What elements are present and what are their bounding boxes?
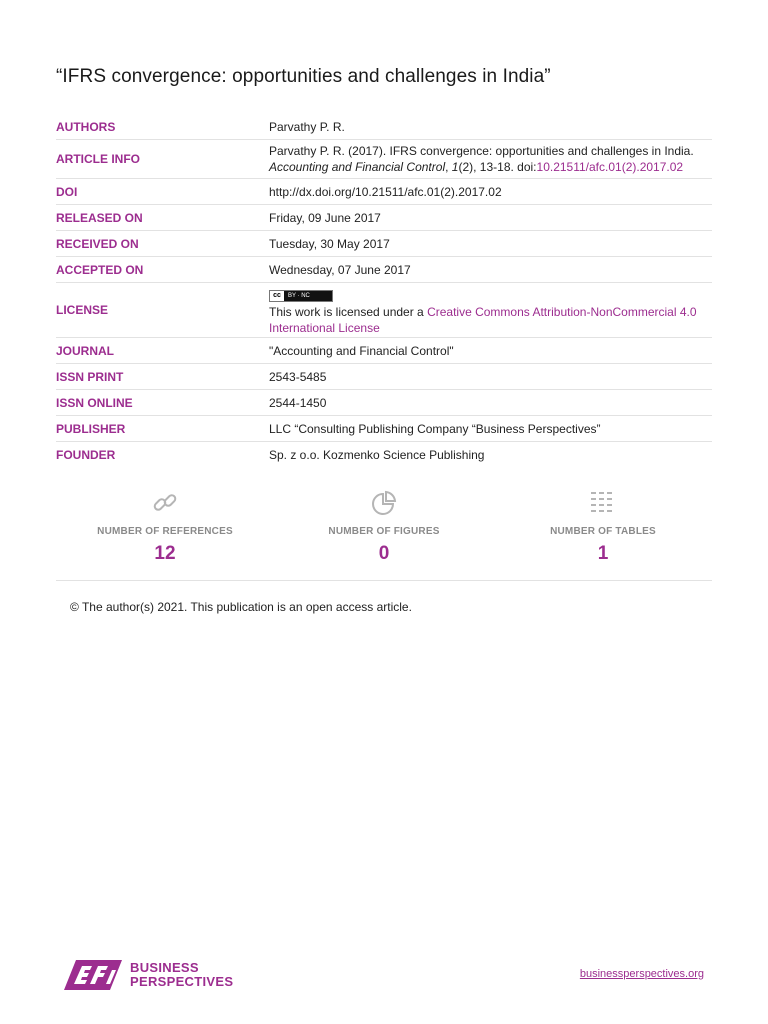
article-issue-pages: (2), 13-18. doi: bbox=[458, 160, 537, 174]
figures-count: 0 bbox=[378, 543, 390, 564]
link-icon bbox=[65, 488, 265, 518]
tables-count: 1 bbox=[597, 543, 609, 564]
copyright-notice: © The author(s) 2021. This publication is an open access article. bbox=[70, 600, 412, 614]
cc-badge-mark: cc bbox=[270, 291, 284, 301]
article-citation-separator: , bbox=[445, 160, 452, 174]
tables-stat bbox=[503, 488, 703, 565]
cc-license-badge-icon[interactable] bbox=[269, 290, 333, 302]
article-metadata-table bbox=[56, 114, 712, 467]
tables-label: NUMBER OF TABLES bbox=[550, 526, 656, 537]
pie-chart-icon bbox=[284, 488, 484, 518]
doi-value: http://dx.doi.org/10.21511/afc.01(2).2017.02 bbox=[269, 184, 502, 199]
business-perspectives-logo-icon bbox=[62, 958, 124, 992]
article-citation-line: Parvathy P. R. (2017). IFRS convergence: opportunities and challenges in India. bbox=[269, 144, 694, 158]
journal-value: "Accounting and Financial Control" bbox=[269, 343, 454, 358]
issn-online-row bbox=[56, 390, 712, 416]
figures-stat bbox=[284, 488, 484, 565]
doi-label: DOI bbox=[56, 184, 78, 199]
received-row bbox=[56, 231, 712, 257]
accepted-label: ACCEPTED ON bbox=[56, 262, 144, 277]
journal-row bbox=[56, 338, 712, 364]
article-info-value bbox=[269, 143, 712, 175]
logo-line-1: BUSINESS bbox=[130, 960, 199, 975]
article-info-row bbox=[56, 140, 712, 179]
license-label: LICENSE bbox=[56, 303, 109, 317]
authors-row bbox=[56, 114, 712, 140]
issn-print-value: 2543-5485 bbox=[269, 369, 327, 384]
figures-label: NUMBER OF FIGURES bbox=[328, 526, 440, 537]
issn-online-label: ISSN ONLINE bbox=[56, 395, 133, 410]
references-label: NUMBER OF REFERENCES bbox=[97, 526, 233, 537]
article-citation-source bbox=[269, 159, 712, 175]
accepted-row bbox=[56, 257, 712, 283]
license-value bbox=[269, 285, 712, 336]
publisher-logo[interactable] bbox=[62, 958, 233, 992]
released-value: Friday, 09 June 2017 bbox=[269, 210, 381, 225]
issn-print-row bbox=[56, 364, 712, 390]
accepted-value: Wednesday, 07 June 2017 bbox=[269, 262, 411, 277]
authors-label: AUTHORS bbox=[56, 119, 116, 134]
founder-label: FOUNDER bbox=[56, 447, 116, 462]
publisher-website-link[interactable]: businessperspectives.org bbox=[579, 968, 704, 980]
references-count: 12 bbox=[154, 543, 176, 564]
table-icon bbox=[503, 488, 703, 518]
journal-label: JOURNAL bbox=[56, 343, 115, 358]
issn-print-label: ISSN PRINT bbox=[56, 369, 124, 384]
doi-row bbox=[56, 179, 712, 205]
article-journal-name: Accounting and Financial Control bbox=[269, 160, 446, 174]
received-value: Tuesday, 30 May 2017 bbox=[269, 236, 390, 251]
issn-online-value: 2544-1450 bbox=[269, 395, 327, 410]
license-text: This work is licensed under a bbox=[269, 304, 428, 319]
article-volume: 1 bbox=[451, 160, 459, 174]
publisher-label: PUBLISHER bbox=[56, 421, 126, 436]
logo-line-2: PERSPECTIVES bbox=[130, 974, 234, 989]
article-info-label: ARTICLE INFO bbox=[56, 152, 140, 166]
article-title: “IFRS convergence: opportunities and challenges in India” bbox=[56, 66, 551, 87]
logo-wordmark bbox=[130, 961, 233, 989]
publisher-row bbox=[56, 416, 712, 442]
founder-value: Sp. z o.o. Kozmenko Science Publishing bbox=[269, 447, 485, 462]
references-stat bbox=[65, 488, 265, 565]
license-statement bbox=[269, 304, 712, 336]
received-label: RECEIVED ON bbox=[56, 236, 139, 251]
authors-value: Parvathy P. R. bbox=[269, 119, 345, 134]
released-label: RELEASED ON bbox=[56, 210, 143, 225]
publication-stats bbox=[56, 488, 712, 581]
article-doi-link[interactable]: 10.21511/afc.01(2).2017.02 bbox=[536, 160, 684, 174]
founder-row bbox=[56, 442, 712, 467]
license-row bbox=[56, 283, 712, 338]
released-row bbox=[56, 205, 712, 231]
license-link[interactable]: Creative Commons Attribution-NonCommercial 4.0 International License bbox=[269, 304, 697, 335]
cc-badge-terms: BY · NC bbox=[288, 292, 310, 299]
publisher-value: LLC “Consulting Publishing Company “Business Perspectives” bbox=[269, 421, 601, 436]
